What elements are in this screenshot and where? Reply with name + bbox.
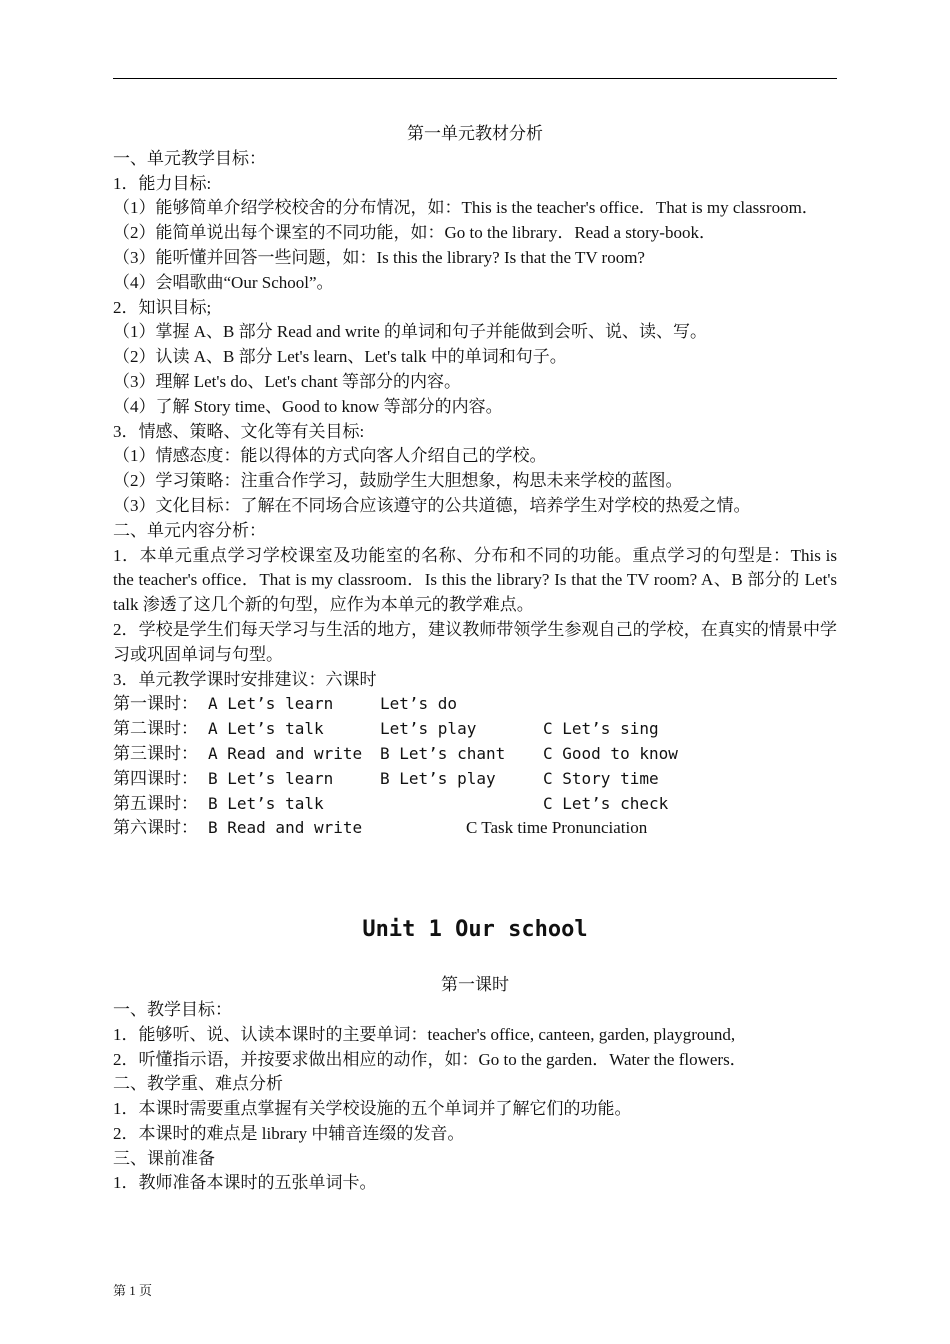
paragraph: （1）能够简单介绍学校校舍的分布情况，如：This is the teacher's office．That is my classroom．	[113, 198, 819, 218]
schedule-cell: Let’s play	[380, 719, 477, 739]
paragraph: 3．情感、策略、文化等有关目标:	[113, 421, 365, 441]
paragraph: （2）能简单说出每个课室的不同功能，如：Go to the library．Read a story-book．	[113, 223, 716, 243]
paragraph: 二、单元内容分析：	[113, 520, 266, 540]
schedule-cell: C Task time Pronunciation	[466, 818, 648, 838]
schedule-row	[113, 717, 837, 742]
schedule-cell: C Let’s check	[543, 793, 669, 813]
schedule-label: 第二课时：	[113, 719, 198, 739]
schedule-row	[113, 767, 837, 792]
schedule-cell: Let’s do	[380, 694, 458, 714]
document-body	[113, 122, 837, 1196]
paragraph: 2．本课时的难点是 library 中辅音连缀的发音。	[113, 1123, 465, 1143]
lesson-title: 第一课时	[441, 975, 509, 995]
schedule-label: 第三课时：	[113, 743, 198, 763]
schedule-row	[113, 692, 837, 717]
schedule-row	[113, 816, 837, 841]
paragraph: 1．能力目标:	[113, 173, 212, 193]
paragraph: （2）认读 A、B 部分 Let's learn、Let's talk 中的单词和句子。	[113, 347, 567, 367]
paragraph: （3）理解 Let's do、Let's chant 等部分的内容。	[113, 371, 461, 391]
schedule-cell: C Good to know	[543, 743, 678, 763]
paragraph: 1．能够听、说、认读本课时的主要单词：teacher's office, canteen, garden, playground,	[113, 1024, 736, 1044]
paragraph: 一、教学目标：	[113, 999, 232, 1019]
schedule-cell: C Let’s sing	[543, 719, 659, 739]
schedule-cell: A Let’s learn	[208, 694, 334, 714]
paragraph: 三、课前准备	[113, 1148, 215, 1168]
page-number: 第 1 页	[113, 1283, 153, 1298]
paragraph: （1）情感态度：能以得体的方式向客人介绍自己的学校。	[113, 446, 547, 466]
schedule-cell: B Let’s chant	[380, 743, 506, 763]
schedule-cell: A Let’s talk	[208, 719, 324, 739]
schedule-cell: B Let’s talk	[208, 793, 324, 813]
schedule-cell: C Story time	[543, 768, 659, 788]
schedule-cell: B Let’s play	[380, 768, 496, 788]
schedule-label: 第五课时：	[113, 793, 198, 813]
paragraph: 1．教师准备本课时的五张单词卡。	[113, 1173, 377, 1193]
schedule-row	[113, 792, 837, 817]
paragraph: 2．学校是学生们每天学习与生活的地方，建议教师带领学生参观自己的学校，在真实的情景中学习或巩固单词与句型。	[113, 619, 837, 664]
paragraph: 1．本课时需要重点掌握有关学校设施的五个单词并了解它们的功能。	[113, 1099, 632, 1119]
schedule-label: 第四课时：	[113, 768, 198, 788]
schedule-label: 第六课时：	[113, 818, 198, 838]
paragraph: 1．本单元重点学习学校课室及功能室的名称、分布和不同的功能。重点学习的句型是：This is the teacher's office．That is my classroom．Is this the library? Is that the TV room? A、B 部分的 Let's talk 渗透了这几个新的句型，应作为本单元的教学难点。	[113, 545, 837, 615]
paragraph: 2．听懂指示语，并按要求做出相应的动作，如：Go to the garden．Water the flowers．	[113, 1049, 747, 1069]
paragraph: 一、单元教学目标：	[113, 148, 266, 168]
paragraph: 3．单元教学课时安排建议：六课时	[113, 669, 377, 689]
schedule-row	[113, 742, 837, 767]
schedule-cell: B Read and write	[208, 818, 363, 838]
paragraph: （1）掌握 A、B 部分 Read and write 的单词和句子并能做到会听、说、读、写。	[113, 322, 708, 342]
paragraph: （2）学习策略：注重合作学习，鼓励学生大胆想象，构思未来学校的蓝图。	[113, 471, 683, 491]
schedule-cell: A Read and write	[208, 743, 363, 763]
paragraph: （3）文化目标：了解在不同场合应该遵守的公共道德，培养学生对学校的热爱之情。	[113, 495, 751, 515]
unit-title: Unit 1 Our school	[362, 917, 588, 943]
paragraph: （4）了解 Story time、Good to know 等部分的内容。	[113, 396, 503, 416]
header-rule	[113, 78, 837, 79]
section-title: 第一单元教材分析	[407, 124, 543, 143]
paragraph: 2．知识目标;	[113, 297, 212, 317]
schedule-cell: B Let’s learn	[208, 768, 334, 788]
paragraph: （4）会唱歌曲“Our School”。	[113, 272, 334, 292]
paragraph: 二、教学重、难点分析	[113, 1074, 283, 1094]
paragraph: （3）能听懂并回答一些问题，如：Is this the library? Is that the TV room?	[113, 247, 645, 267]
schedule-label: 第一课时：	[113, 694, 198, 714]
